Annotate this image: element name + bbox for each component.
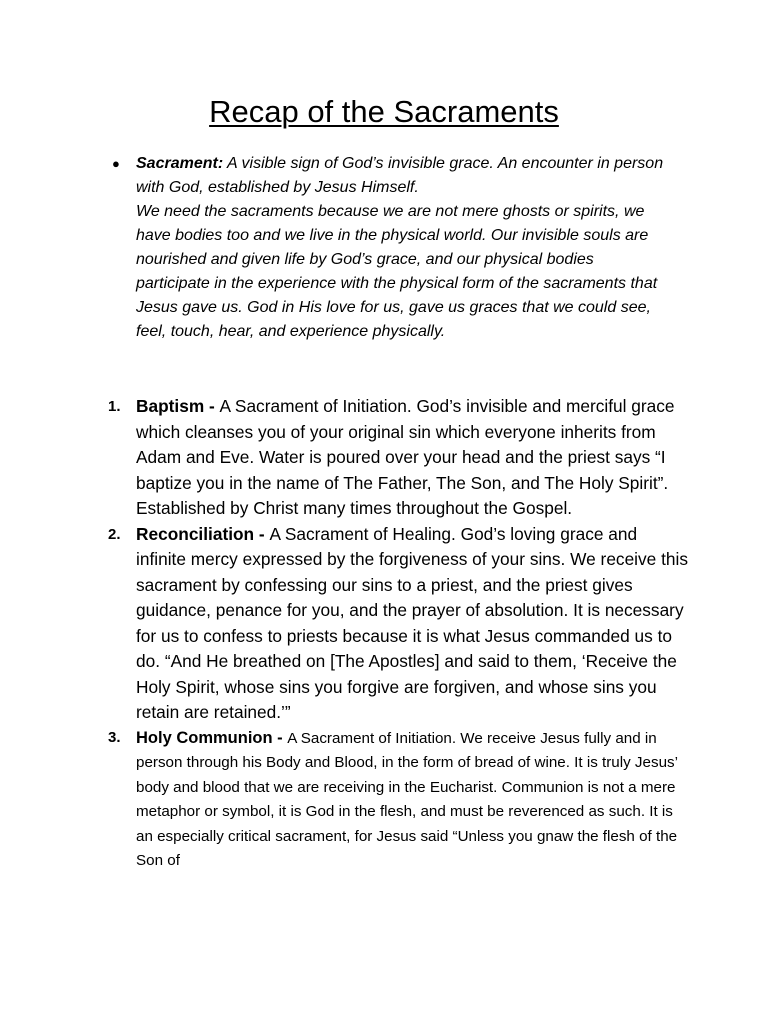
sacrament-name: Baptism -	[136, 396, 220, 416]
list-number: 2.	[108, 525, 121, 543]
sacrament-description: A Sacrament of Initiation. God’s invisible and merciful grace which cleanses you of your original sin which everyone inherits from Adam and Eve. Water is poured over your head and the priest says “I baptize you in the name of The Father, The Son, and The Holy Spirit”. Established by Christ many times throughout the Gospel.	[136, 396, 675, 518]
sacrament-description: A Sacrament of Healing. God’s loving grace and infinite mercy expressed by the forgiveness of your sins. We receive this sacrament by confessing our sins to a priest, and the priest gives guidance, penance for you, and the prayer of absolution. It is necessary for us to confess to priests because it is what Jesus commanded us to do. “And He breathed on [The Apostles] and said to them, ‘Receive the Holy Spirit, whose sins you forgive are forgiven, and whose sins you retain are retained.’”	[136, 523, 688, 722]
sacrament-definition	[112, 152, 672, 344]
sacrament-name: Holy Communion -	[136, 728, 288, 747]
sacrament-description: A Sacrament of Initiation. We receive Jesus fully and in person through his Body and Blood, in the form of bread of wine. It is truly Jesus’ body and blood that we are receiving in the Eucharist. Communion is not a mere metaphor or symbol, it is God in the flesh, and must be reverenced as such. It is an especially critical sacrament, for Jesus said “Unless you gnaw the flesh of the Son of	[136, 729, 678, 869]
definition-text	[136, 152, 672, 344]
list-number: 1.	[108, 398, 121, 415]
list-item-reconciliation	[108, 522, 688, 726]
bullet-icon: ●	[112, 156, 120, 171]
sacrament-name: Reconciliation -	[136, 523, 270, 544]
page-title: Recap of the Sacraments	[209, 94, 559, 129]
sacraments-list	[108, 394, 688, 874]
definition-term: Sacrament:	[136, 155, 224, 172]
list-item-baptism	[108, 394, 688, 522]
definition-summary: A visible sign of God’s invisible grace. An encounter in person with God, established by Jesus Himself.	[136, 155, 664, 196]
definition-body: We need the sacraments because we are not mere ghosts or spirits, we have bodies too and we live in the physical world. Our invisible souls are nourished and given life by God’s grace, and our physical bodies participate in the experience with the physical form of the sacraments that Jesus gave us. God in His love for us, gave us graces that we could see, feel, touch, hear, and experience physically.	[136, 203, 658, 340]
list-number: 3.	[108, 728, 121, 746]
list-item-holy-communion	[108, 726, 688, 874]
